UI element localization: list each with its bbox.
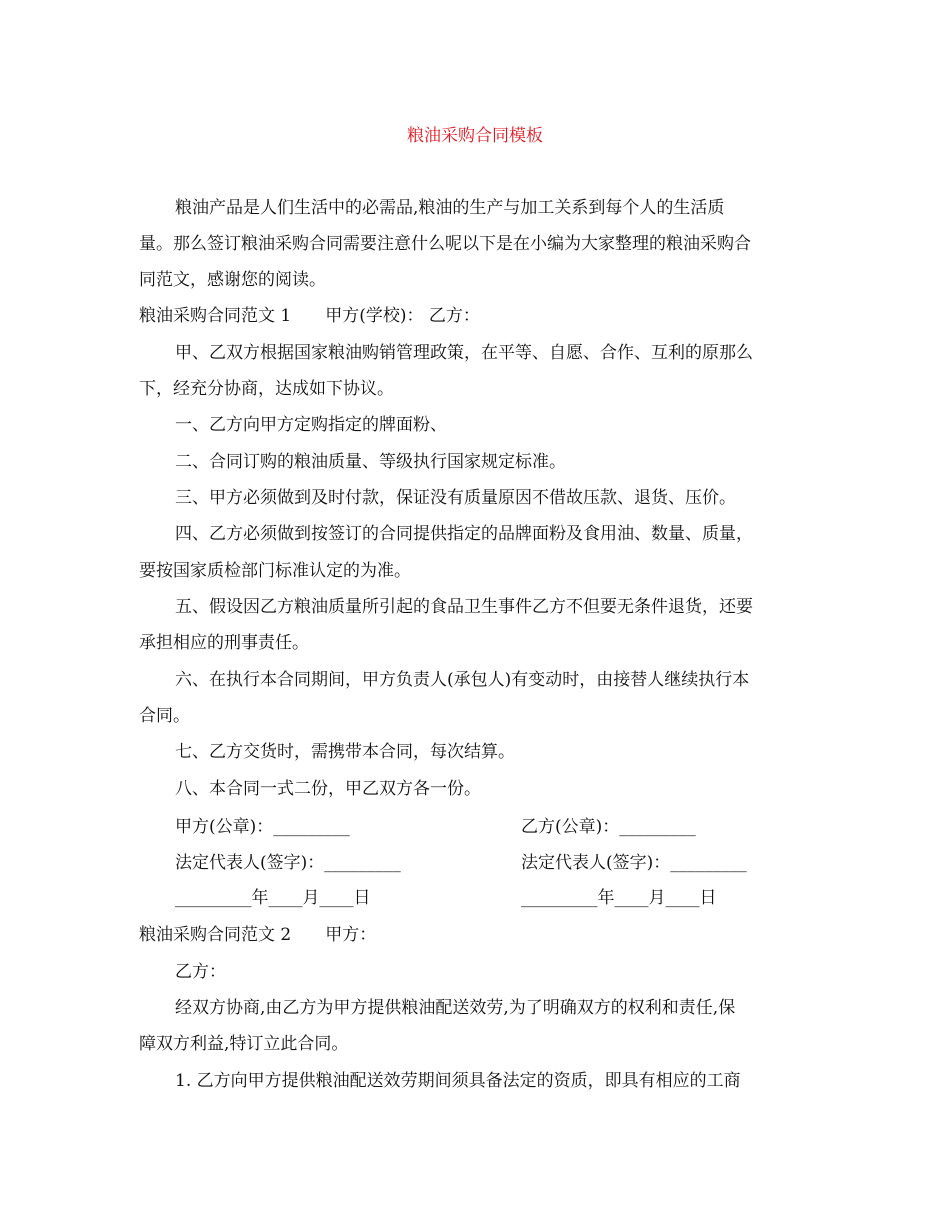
clause-6-line-2: 合同。 xyxy=(139,706,190,726)
clause-5-line-1: 五、假设因乙方粮油质量所引起的食品卫生事件乙方不但要无条件退货，还要 xyxy=(175,597,753,617)
date-b: _________年____月____日 xyxy=(521,888,717,908)
clause-6-line-1: 六、在执行本合同期间，甲方负责人(承包人)有变动时，由接替人继续执行本 xyxy=(175,670,750,690)
sample2-party-a: 甲方： xyxy=(325,925,377,945)
sample2-heading-row xyxy=(139,923,819,947)
clause-2: 二、合同订购的粮油质量、等级执行国家规定标准。 xyxy=(175,452,566,472)
sign-b-representative: 法定代表人(签字)：_________ xyxy=(521,853,747,873)
sample1-preamble-2: 下，经充分协商，达成如下协议。 xyxy=(139,379,394,399)
sign-b-seal: 乙方(公章)：_________ xyxy=(521,817,696,837)
sample1-party-a: 甲方(学校)： xyxy=(325,306,424,326)
sign-a-seal: 甲方(公章)：_________ xyxy=(175,817,350,837)
clause-3: 三、甲方必须做到及时付款，保证没有质量原因不借故压款、退货、压价。 xyxy=(175,488,736,508)
sample2-preamble-1: 经双方协商,由乙方为甲方提供粮油配送效劳,为了明确双方的权利和责任,保 xyxy=(175,998,736,1018)
intro-line-2: 量。那么签订粮油采购合同需要注意什么呢以下是在小编为大家整理的粮油采购合 xyxy=(139,234,751,254)
sign-a-representative: 法定代表人(签字)：_________ xyxy=(175,853,401,873)
date-a: _________年____月____日 xyxy=(175,888,371,908)
clause-4-line-2: 要按国家质检部门标准认定的为准。 xyxy=(139,561,411,581)
document-title: 粮油采购合同模板 xyxy=(407,126,543,146)
clause-4-line-1: 四、乙方必须做到按签订的合同提供指定的品牌面粉及食用油、数量、质量， xyxy=(175,524,753,544)
clause-8: 八、本合同一式二份，甲乙双方各一份。 xyxy=(175,779,481,799)
clause-1: 一、乙方向甲方定购指定的牌面粉、 xyxy=(175,415,447,435)
clause-7: 七、乙方交货时，需携带本合同，每次结算。 xyxy=(175,742,515,762)
sample2-clause-1: 1. 乙方向甲方提供粮油配送效劳期间须具备法定的资质，即具有相应的工商 xyxy=(175,1071,741,1091)
sample2-heading: 粮油采购合同范文 2 xyxy=(139,925,292,945)
intro-line-3: 同范文，感谢您的阅读。 xyxy=(139,270,326,290)
sample2-preamble-2: 障双方利益,特订立此合同。 xyxy=(139,1034,349,1054)
clause-5-line-2: 承担相应的刑事责任。 xyxy=(139,633,309,653)
intro-line-1: 粮油产品是人们生活中的必需品,粮油的生产与加工关系到每个人的生活质 xyxy=(175,198,725,218)
sample1-party-b: 乙方： xyxy=(428,306,480,326)
sample1-heading-row xyxy=(139,304,819,328)
sample1-heading: 粮油采购合同范文 1 xyxy=(139,306,292,326)
sample2-party-b: 乙方： xyxy=(175,962,226,982)
sample1-preamble-1: 甲、乙双方根据国家粮油购销管理政策，在平等、自愿、合作、互利的原那么 xyxy=(175,343,753,363)
